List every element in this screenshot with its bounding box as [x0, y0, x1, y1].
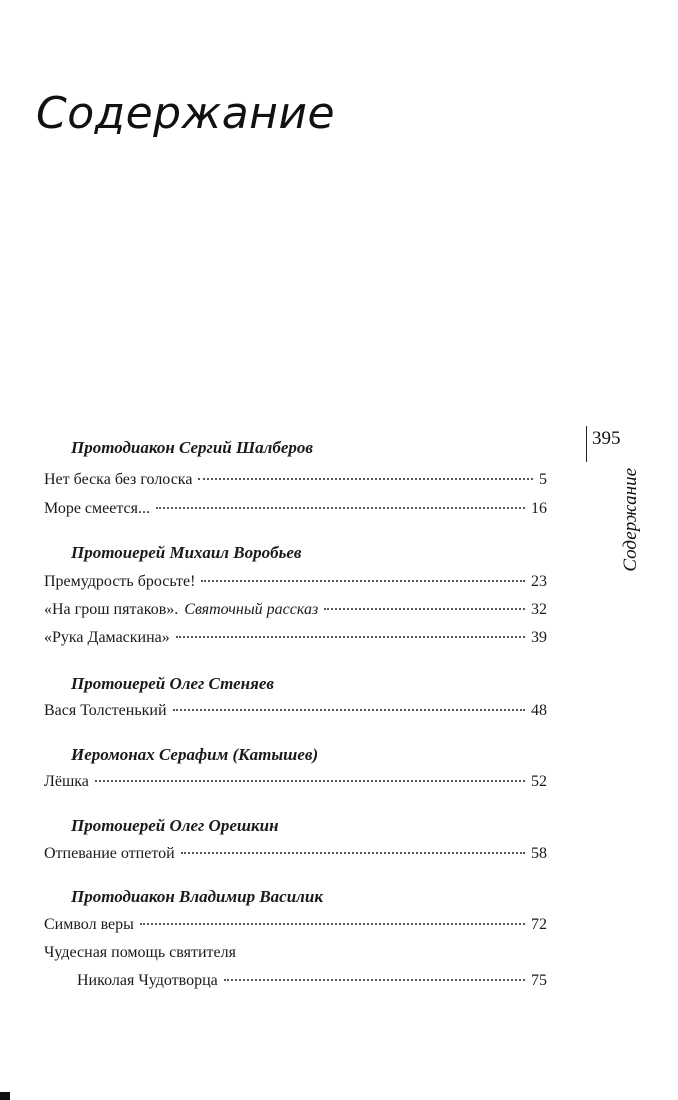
dot-leader	[156, 507, 525, 509]
dot-leader	[181, 852, 525, 854]
dot-leader	[224, 979, 525, 981]
entry-page: 39	[531, 629, 547, 646]
entry-title-first-line: Чудесная помощь святителя	[44, 944, 236, 961]
author-heading: Протоиерей Олег Стеняев	[71, 674, 275, 693]
entry-title: Лёшка	[44, 773, 89, 790]
running-head: Содержание	[620, 468, 641, 572]
dot-leader	[201, 580, 525, 582]
entry-page: 75	[531, 972, 547, 989]
dot-leader	[176, 636, 525, 638]
entry-title: «На грош пятаков».	[44, 601, 179, 618]
entry-title: Символ веры	[44, 916, 134, 933]
entry-page: 23	[531, 573, 547, 590]
entry-page: 32	[531, 601, 547, 618]
entry-title: Вася Толстенький	[44, 702, 167, 719]
toc-entry[interactable]	[44, 471, 547, 489]
entry-page: 48	[531, 702, 547, 719]
entry-title: Николая Чудотворца	[77, 972, 218, 989]
entry-page: 16	[531, 500, 547, 517]
author-heading: Протодиакон Владимир Василик	[71, 887, 323, 906]
toc-entry[interactable]	[44, 916, 547, 934]
scan-edge-mark	[0, 1092, 10, 1100]
entry-page: 5	[539, 471, 547, 488]
toc-entry[interactable]	[44, 702, 547, 720]
entry-page: 72	[531, 916, 547, 933]
toc-entry[interactable]	[44, 573, 547, 591]
author-heading: Протоиерей Михаил Воробьев	[71, 543, 302, 562]
toc-entry[interactable]	[44, 845, 547, 863]
toc-entry[interactable]	[77, 972, 547, 990]
author-heading: Протодиакон Сергий Шалберов	[71, 438, 313, 457]
entry-title: Премудрость бросьте!	[44, 573, 196, 590]
entry-title: Отпевание отпетой	[44, 845, 175, 862]
entry-title: Нет беска без голоска	[44, 471, 193, 488]
dot-leader	[173, 709, 525, 711]
page-number: 395	[592, 428, 621, 449]
entry-page: 58	[531, 845, 547, 862]
author-heading: Иеромонах Серафим (Катышев)	[71, 745, 319, 764]
dot-leader	[198, 478, 533, 480]
author-heading: Протоиерей Олег Орешкин	[71, 816, 279, 835]
page-title: Содержание	[36, 88, 336, 139]
toc-entry[interactable]	[44, 773, 547, 791]
dot-leader	[95, 780, 525, 782]
entry-page: 52	[531, 773, 547, 790]
entry-title: «Рука Дамаскина»	[44, 629, 170, 646]
toc-entry[interactable]	[44, 601, 547, 619]
running-head-divider	[586, 426, 587, 462]
dot-leader	[324, 608, 525, 610]
entry-subtitle: Святочный рассказ	[184, 601, 319, 618]
toc-entry[interactable]	[44, 629, 547, 647]
dot-leader	[140, 923, 525, 925]
entry-title: Море смеется...	[44, 500, 151, 517]
toc-entry[interactable]	[44, 500, 547, 518]
